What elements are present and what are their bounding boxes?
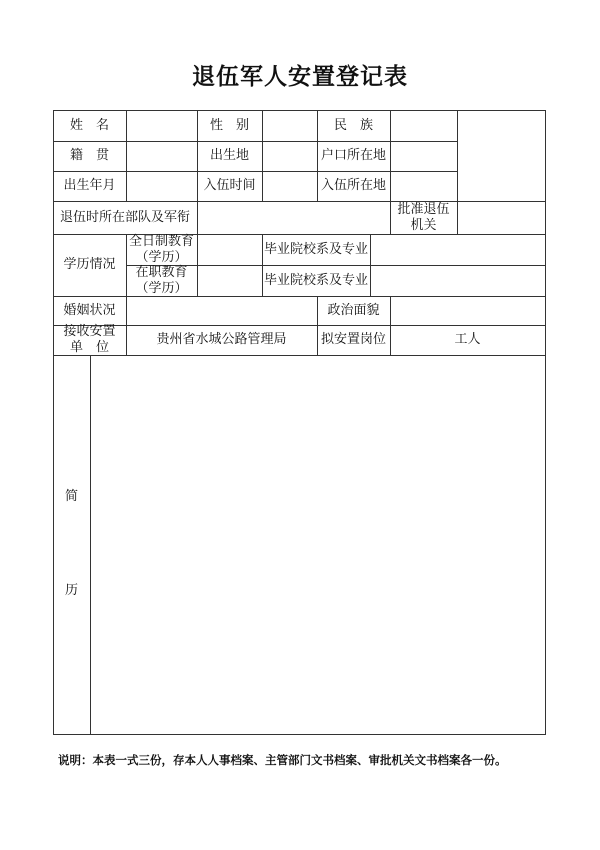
input-approving-agency[interactable]	[458, 202, 545, 234]
input-enlistment-time[interactable]	[263, 172, 317, 201]
input-marital-status[interactable]	[127, 297, 317, 325]
label-unit-and-rank: 退伍时所在部队及军衔	[59, 209, 190, 225]
label-marital-status: 婚姻状况	[63, 302, 116, 318]
receiving-unit-line1: 接收安置	[63, 324, 116, 339]
input-resume[interactable]	[91, 356, 545, 734]
inservice-edu-line2: （学历）	[135, 280, 188, 296]
input-ethnicity[interactable]	[391, 111, 457, 141]
label-name: 姓 名	[69, 117, 109, 133]
label-political-status: 政治面貌	[327, 302, 380, 318]
label-education: 学历情况	[63, 257, 116, 272]
fulltime-edu-line1: 全日制教育	[128, 233, 194, 249]
input-school-major-2[interactable]	[371, 266, 545, 296]
input-household-location[interactable]	[391, 142, 457, 171]
label-inservice-education	[126, 265, 197, 296]
input-birthplace[interactable]	[263, 142, 317, 171]
label-school-major-2: 毕业院校系及专业	[263, 272, 368, 288]
form-title: 退伍军人安置登记表	[192, 64, 408, 90]
label-school-major-1: 毕业院校系及专业	[263, 241, 368, 257]
label-receiving-unit	[53, 325, 126, 355]
receiving-unit-line2: 单 位	[69, 340, 109, 355]
input-native-place[interactable]	[127, 142, 197, 171]
label-gender: 性 别	[209, 117, 249, 133]
row-line	[53, 734, 546, 735]
label-fulltime-education	[126, 234, 197, 265]
label-resume-char-1: 简	[64, 489, 78, 504]
approving-agency-line2: 机关	[410, 217, 437, 233]
label-native-place: 籍 贯	[69, 148, 109, 163]
input-fulltime-education[interactable]	[198, 235, 262, 265]
label-enlistment-location: 入伍所在地	[320, 178, 386, 193]
label-household-location: 户口所在地	[320, 148, 386, 163]
label-birthplace: 出生地	[209, 148, 249, 163]
input-unit-and-rank[interactable]	[198, 202, 390, 234]
input-inservice-education[interactable]	[198, 266, 262, 296]
label-birth-date: 出生年月	[63, 178, 116, 193]
input-political-status[interactable]	[391, 297, 545, 325]
label-resume-char-2: 历	[64, 583, 78, 598]
input-school-major-1[interactable]	[371, 235, 545, 265]
value-proposed-post[interactable]: 工人	[454, 332, 481, 347]
input-name[interactable]	[127, 111, 197, 141]
label-ethnicity: 民 族	[333, 117, 373, 133]
label-enlistment-time: 入伍时间	[203, 178, 256, 193]
border-right	[545, 110, 546, 735]
photo-area[interactable]	[458, 111, 545, 201]
label-proposed-post: 拟安置岗位	[320, 332, 386, 347]
footer-note: 说明：本表一式三份，存本人人事档案、主管部门文书档案、审批机关文书档案各一份。	[58, 753, 507, 767]
approving-agency-line1: 批准退伍	[397, 201, 450, 217]
value-receiving-unit[interactable]: 贵州省水城公路管理局	[156, 332, 287, 347]
input-birth-date[interactable]	[127, 172, 197, 201]
input-gender[interactable]	[263, 111, 317, 141]
label-approving-agency	[390, 201, 457, 234]
fulltime-edu-line2: （学历）	[135, 249, 188, 265]
inservice-edu-line1: 在职教育	[135, 264, 188, 280]
input-enlistment-location[interactable]	[391, 172, 457, 201]
